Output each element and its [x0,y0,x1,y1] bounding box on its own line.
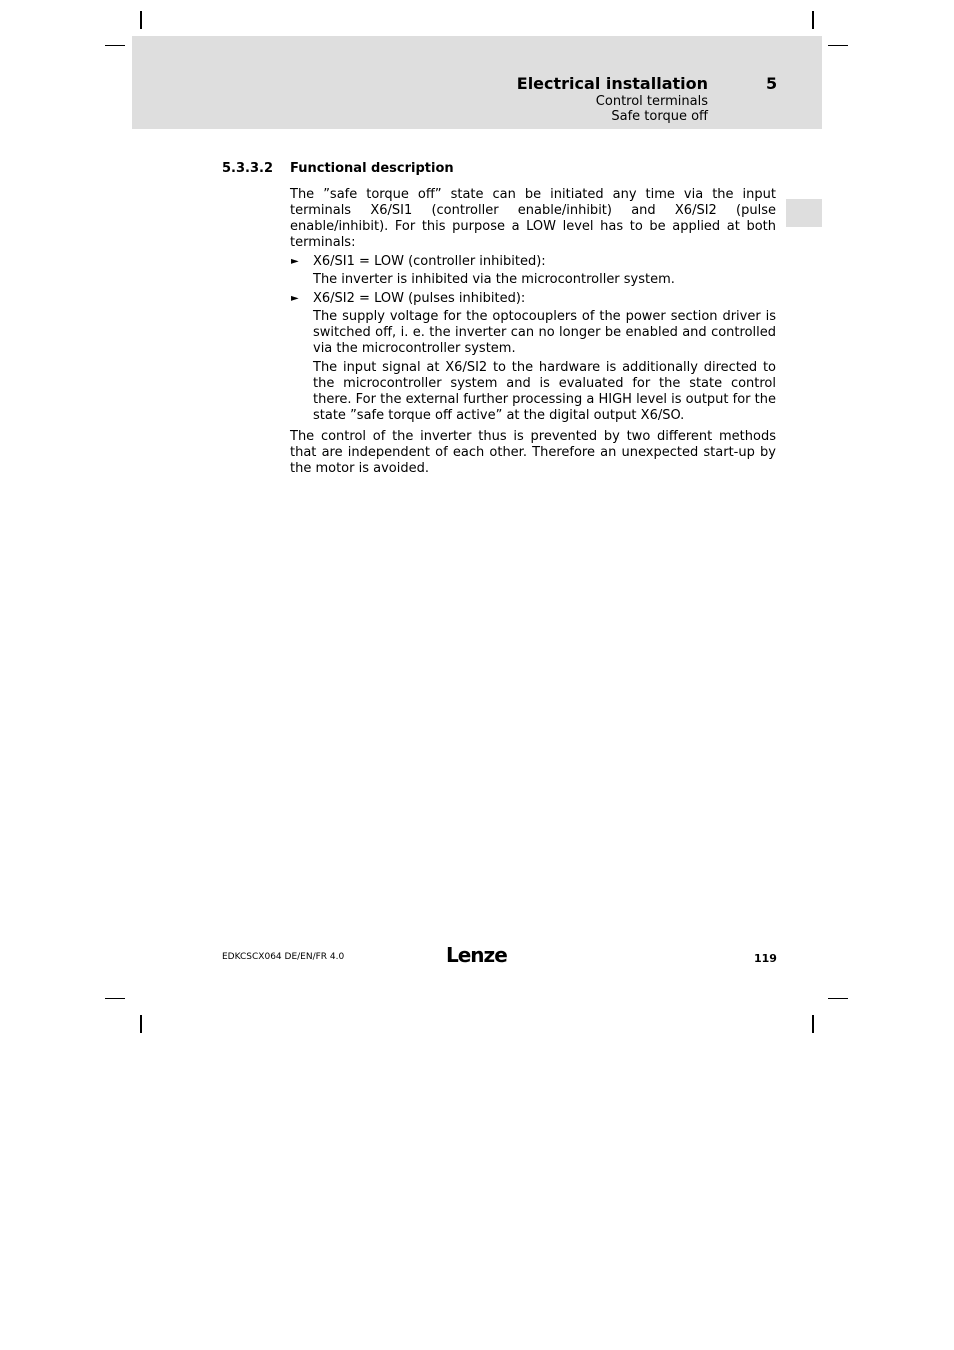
document-code: EDKCSCX064 DE/EN/FR 4.0 [222,952,345,962]
chapter-title: Electrical installation [516,74,708,93]
crop-mark [812,1015,814,1033]
lenze-logo: Lenze [446,943,507,967]
bullet-label: X6/SI2 = LOW (pulses inhibited): [313,291,526,306]
bullet-label: X6/SI1 = LOW (controller inhibited): [313,254,546,269]
bullet-arrow-icon: ► [291,293,299,304]
chapter-side-tab [786,199,822,227]
crop-mark [828,45,848,46]
section-body [290,187,776,477]
crop-mark [105,45,125,46]
intro-paragraph: The ”safe torque off” state can be initiated any time via the input terminals X6/SI1 (controller enable/inhibit) and X6/SI2 (pulse enable/inhibit). For this purpose a LOW level has to be applied at both terminals: [290,187,776,250]
bullet-item [290,291,776,424]
section-number: 5.3.3.2 [222,161,273,176]
bullet-paragraph: The inverter is inhibited via the microcontroller system. [313,272,675,287]
crop-mark [105,998,125,999]
closing-paragraph: The control of the inverter thus is prevented by two different methods that are independent of each other. Therefore an unexpected start-up by the motor is avoided. [290,429,776,476]
page-number: 119 [754,952,777,965]
crop-mark [828,998,848,999]
chapter-number: 5 [766,74,778,93]
bullet-paragraph: The supply voltage for the optocouplers of the power section driver is switched off, i. e. the inverter can no longer be enabled and controlled via the microcontroller system. [313,309,776,356]
crop-mark [140,1015,142,1033]
section-title: Functional description [290,161,454,176]
crop-mark [140,11,142,29]
bullet-arrow-icon: ► [291,256,299,267]
header-subtitle: Control terminals [595,94,708,109]
bullet-paragraph: The input signal at X6/SI2 to the hardware is additionally directed to the microcontroller system and is evaluated for the state control there. For the external further processing a HIGH level is output for the state ”safe torque off active” at the digital output X6/SO. [313,360,776,423]
bullet-item [290,254,776,288]
crop-mark [812,11,814,29]
header-subtitle: Safe torque off [611,109,708,124]
header-band [132,36,822,129]
